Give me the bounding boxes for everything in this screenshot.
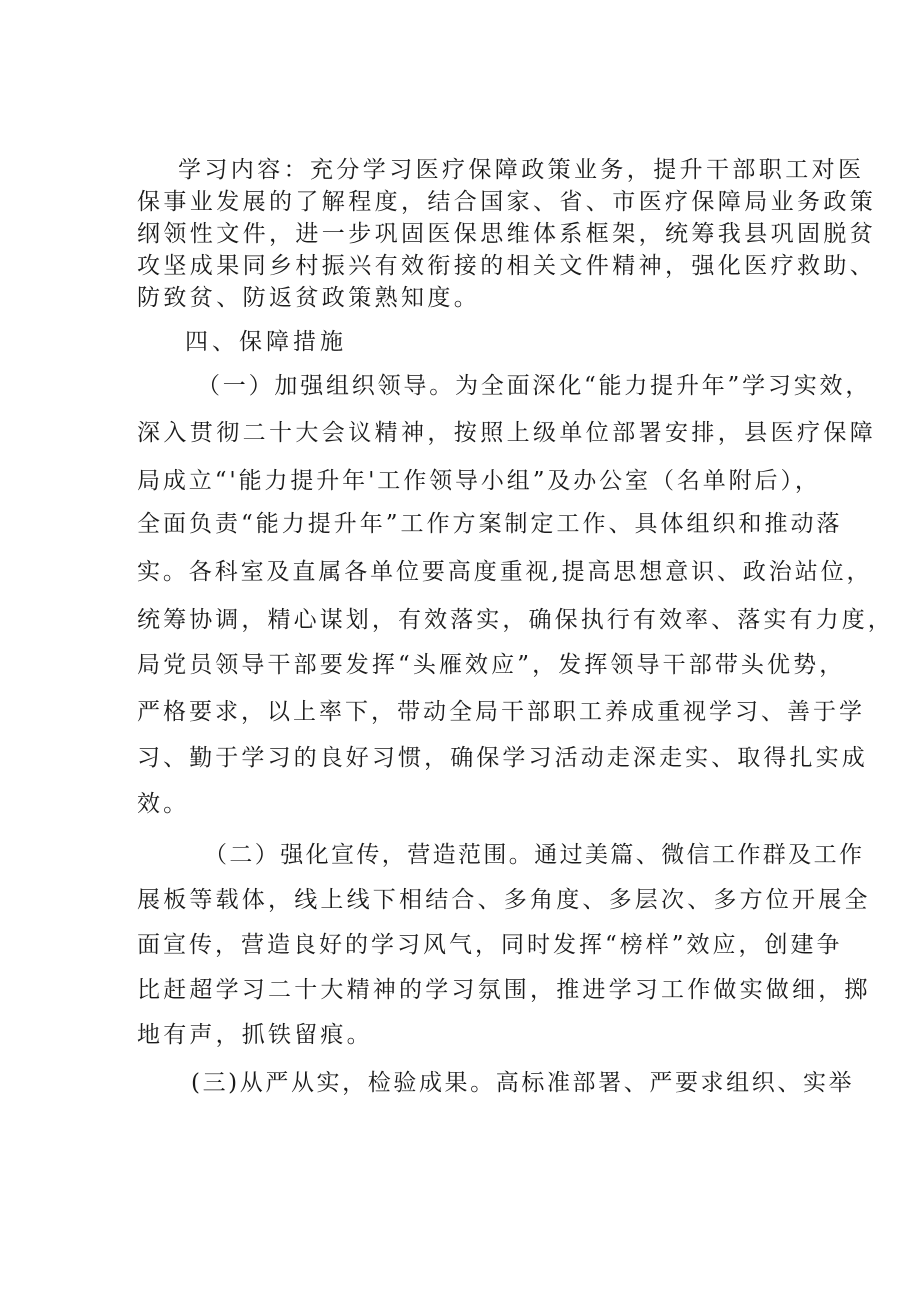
text-line: 局党员领导干部要发挥“头雁效应”，发挥领导干部带头优势， [137,652,846,678]
text-line: 防致贫、防返贫政策熟知度。 [137,285,481,311]
text-line: 地有声，抓铁留痕。 [137,1022,373,1048]
section-heading: 四、保障措施 [185,329,347,355]
text-line: 展板等载体，线上线下相结合、多角度、多层次、多方位开展全 [137,887,871,913]
text-line: 实。各科室及直属各单位要高度重视,提高思想意识、政治站位， [137,559,873,585]
text-line: 比赶超学习二十大精神的学习氛围，推进学习工作做实做细，掷 [137,977,871,1003]
text-line: （二）强化宣传，营造范围。通过美篇、微信工作群及工作 [204,842,865,868]
text-line: 深入贯彻二十大会议精神，按照上级单位部署安排，县医疗保障 [137,420,877,446]
text-line: 统筹协调，精心谋划，有效落实，确保执行有效率、落实有力度， [137,607,894,633]
text-line: 严格要求，以上率下，带动全局干部职工养成重视学习、善于学 [137,699,865,725]
text-line: 局成立“'能力提升年'工作领导小组”及办公室（名单附后）， [137,468,821,494]
text-line: 全面负责“能力提升年”工作方案制定工作、具体组织和推动落 [137,511,843,537]
text-line: （一）加强组织领导。为全面深化“能力提升年”学习实效， [197,373,872,399]
text-line: 效。 [137,791,190,817]
text-line: 攻坚成果同乡村振兴有效衔接的相关文件精神，强化医疗救助、 [137,253,877,279]
text-line: 学习内容：充分学习医疗保障政策业务，提升干部职工对医 [178,157,865,183]
text-line: 面宣传，营造良好的学习风气，同时发挥“榜样”效应，创建争 [137,932,843,958]
text-line: 保事业发展的了解程度，结合国家、省、市医疗保障局业务政策 [137,189,877,215]
text-line: (三)从严从实，检验成果。高标准部署、严要求组织、实举 [191,1070,855,1096]
text-line: 纲领性文件，进一步巩固医保思维体系框架，统筹我县巩固脱贫 [137,221,877,247]
text-line: 习、勤于学习的良好习惯，确保学习活动走深走实、取得扎实成 [137,745,868,771]
